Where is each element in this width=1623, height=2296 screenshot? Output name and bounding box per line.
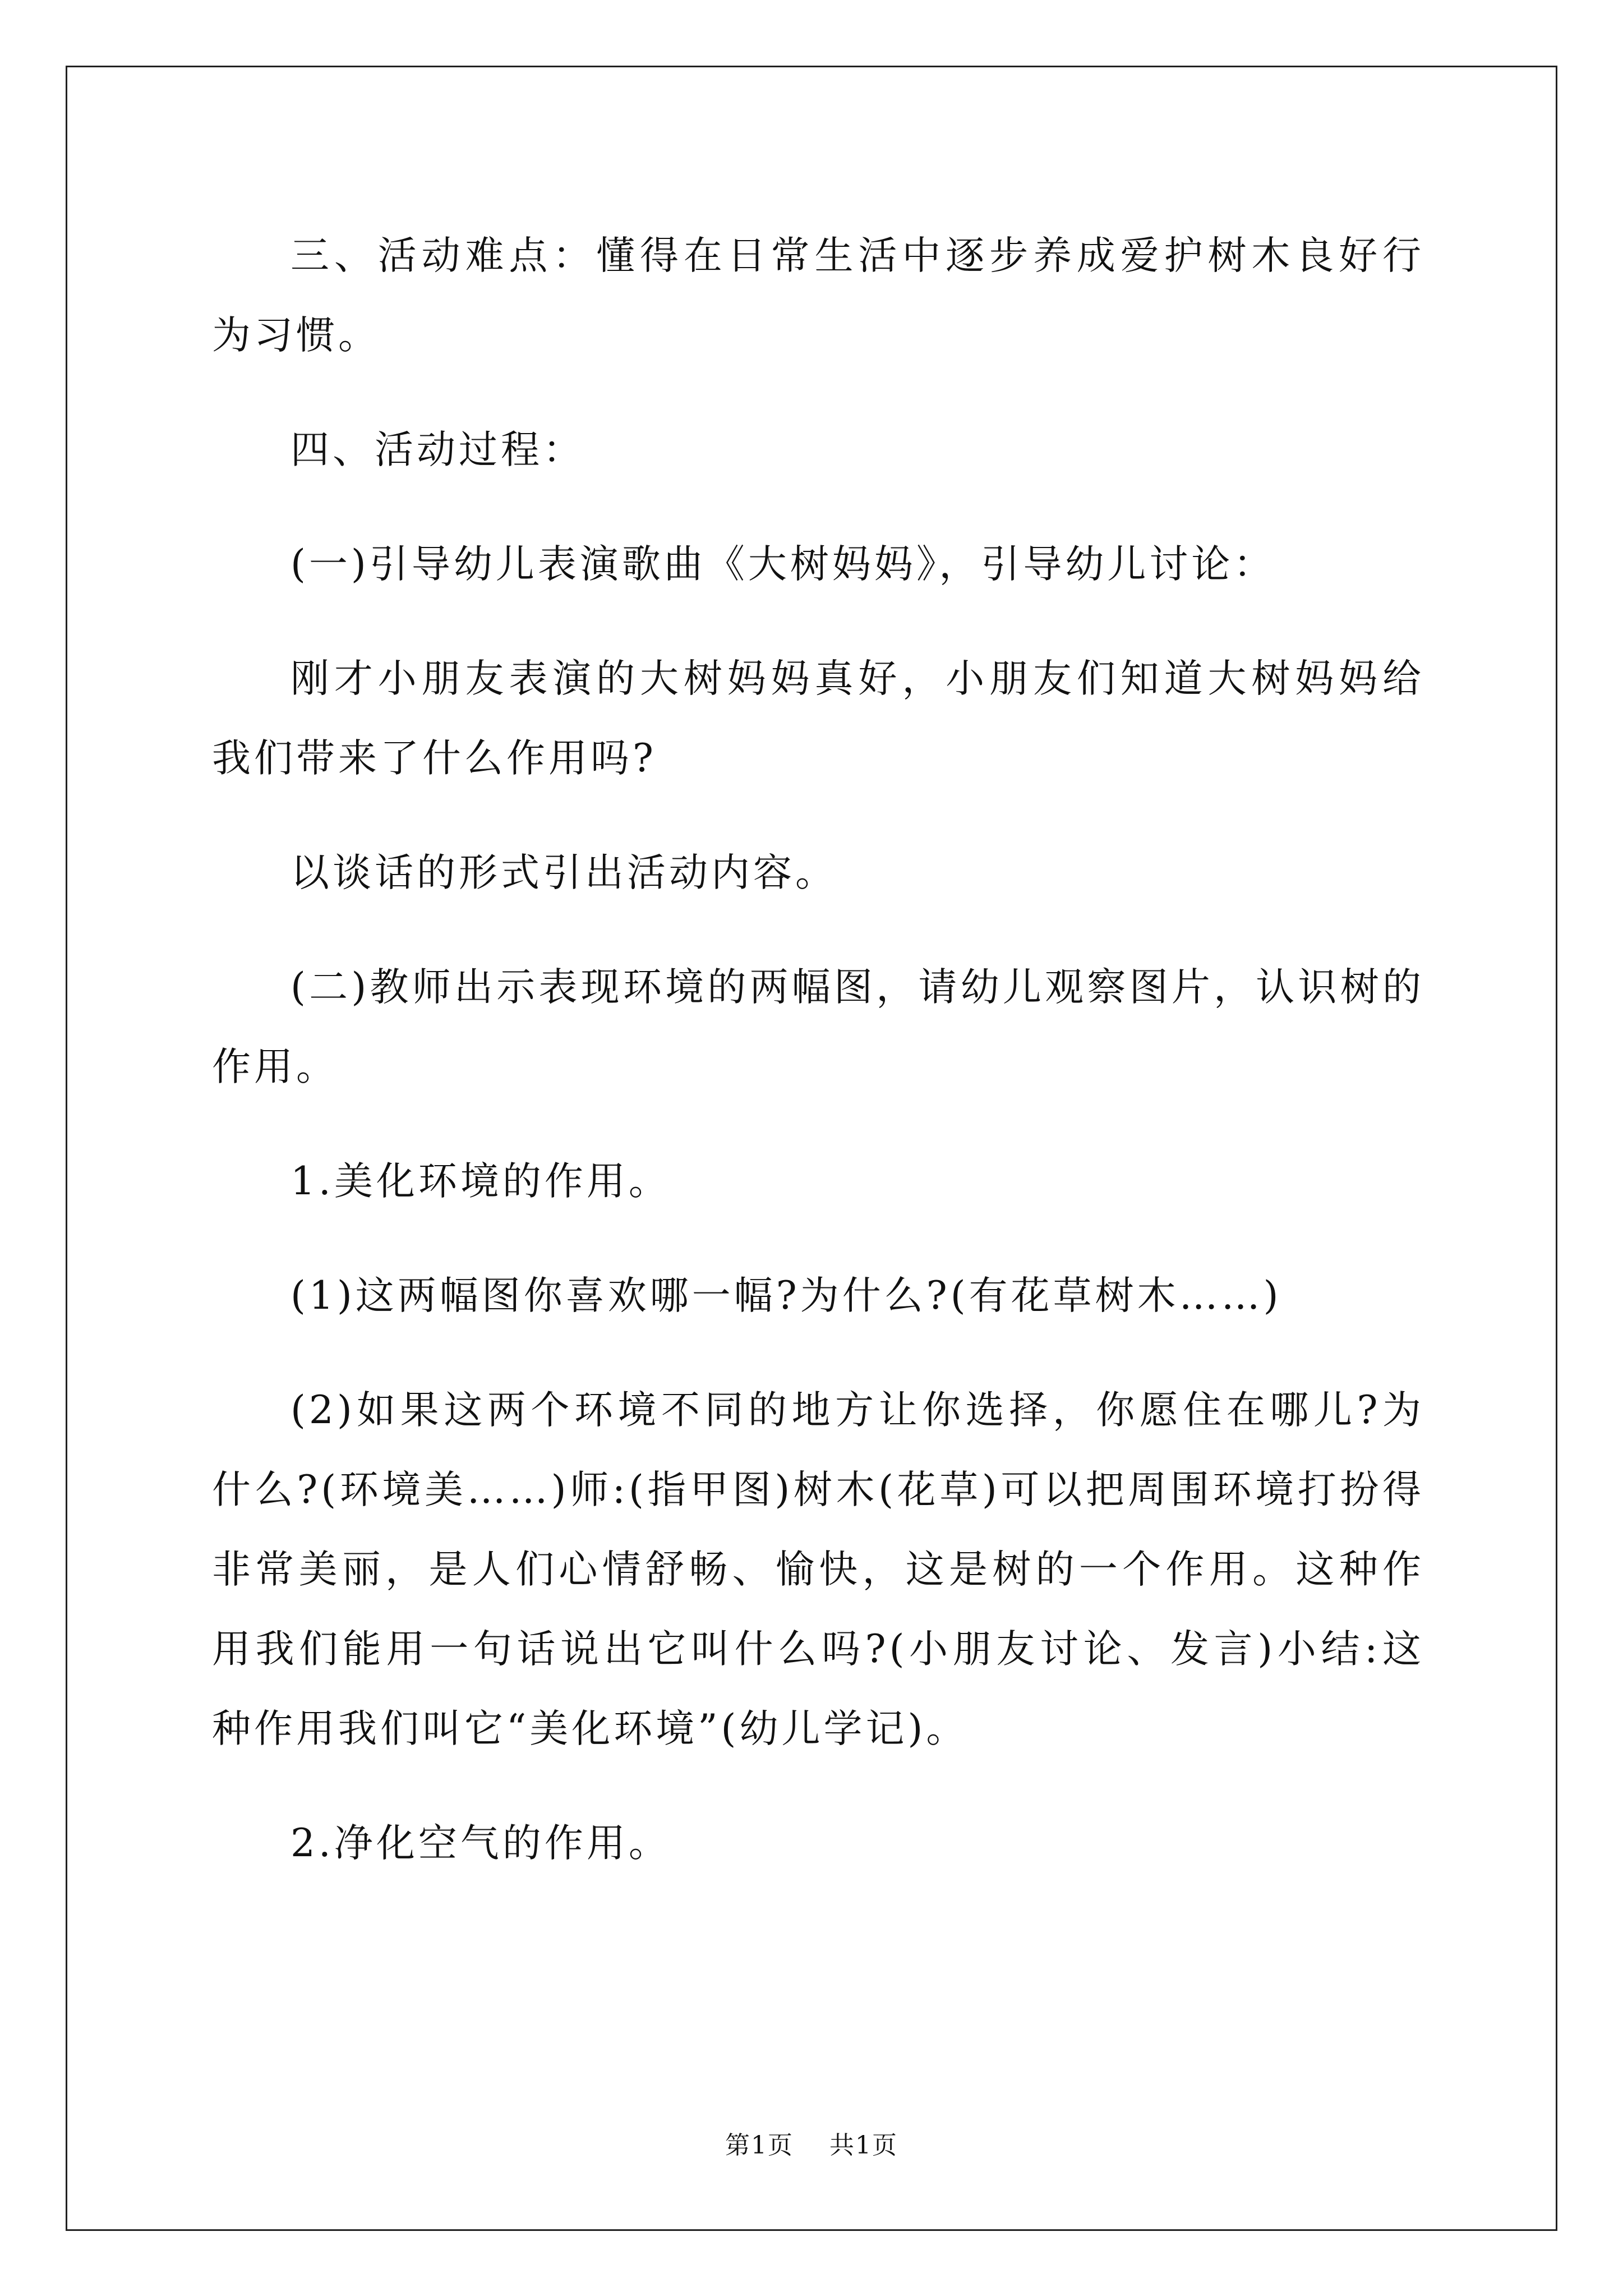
paragraph-step-two: (二)教师出示表现环境的两幅图，请幼儿观察图片，认识树的作用。: [212, 965, 1424, 1089]
page-total: 共1页: [829, 2131, 898, 2160]
paragraph-sub-question-2: (2)如果这两个环境不同的地方让你选择，你愿住在哪儿?为什么?(环境美……)师:(指甲图)树木(花草)可以把周围环境打扮得非常美丽，是人们心情舒畅、愉快，这是树的一个作用。这种作用我们能用一句话说出它叫什么吗?(小朋友讨论、发言)小结:这种作用我们叫它“美化环境”(幼儿学记)。: [212, 1388, 1424, 1751]
page-footer: [0, 2125, 1623, 2161]
paragraph-purify-heading: 2.净化空气的作用。: [291, 1821, 671, 1866]
paragraph-sub-question-1: (1)这两幅图你喜欢哪一幅?为什么?(有花草树木……): [291, 1273, 1282, 1318]
paragraph-question: 刚才小朋友表演的大树妈妈真好，小朋友们知道大树妈妈给我们带来了什么作用吗?: [212, 656, 1424, 781]
paragraph-difficulty: 三、活动难点：懂得在日常生活中逐步养成爱护树木良好行为习惯。: [212, 233, 1424, 358]
paragraph-beautify-heading: 1.美化环境的作用。: [291, 1159, 671, 1204]
page-number: 第1页: [725, 2131, 794, 2160]
document-body: [212, 216, 1424, 1918]
paragraph-process-heading: 四、活动过程：: [291, 427, 585, 472]
paragraph-step-one: (一)引导幼儿表演歌曲《大树妈妈》，引导幼儿讨论：: [291, 542, 1276, 587]
paragraph-intro: 以谈话的形式引出活动内容。: [291, 850, 837, 895]
